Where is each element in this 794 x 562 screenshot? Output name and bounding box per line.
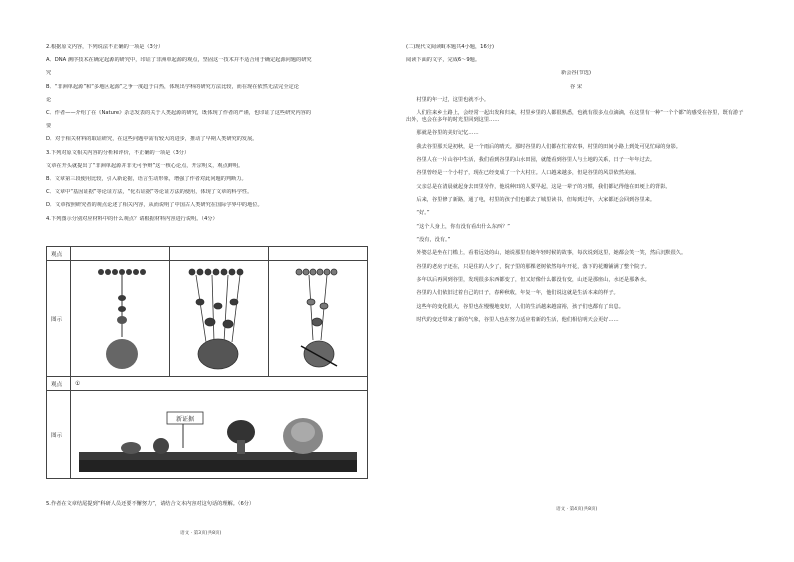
viewpoint-answer-1: ①: [71, 377, 368, 391]
paragraph-12: 谷里的人们依旧过着自己的日子，春种秋收，年复一年，他们说这就是生活本来的样子。: [416, 290, 619, 297]
option-3c: C．文章中“基因证据”等论证方法，“化石证据”等论证方法的使用，体现了文章的科学性。: [46, 189, 253, 196]
paragraph-4: 我去谷里那天是初秋，是一个雨后的晴天。那时谷里的人们都在忙着农事，村里的田间小路上到处可见忙碌的身影。: [416, 143, 681, 150]
paragraph-1: 村里的年一过，这里也就不小。: [416, 96, 490, 103]
option-2a: A．DNA 测序技术在确定起源的研究中，印证了非洲单起源的观点，坚固这一技术并不适合用于确定起源问题的研究: [46, 57, 312, 64]
article-title: 新会谷(节选): [561, 70, 591, 77]
option-3b: B．文章第三段使用比较，引入新论据，语言生动形象，增强了作者对此问题的判断力。: [46, 176, 247, 183]
option-2b-cont: 论: [46, 96, 52, 103]
footer-right: 语文 · 第4页(共8页): [556, 507, 598, 512]
new-evidence-sign: 新证据: [175, 415, 195, 423]
paragraph-7: 父亲总是在清晨就起身去田里劳作，他说种田的人要早起，这是一辈子的习惯，我们都记得他在田埂上的背影。: [416, 183, 671, 190]
paragraph-5: 谷里人在一片山谷中生活，我们看到谷里的山水田园，就能看到谷里人与土地的关系，日子一年年过去。: [416, 157, 656, 164]
footer-left: 语文 · 第3页(共8页): [180, 531, 222, 536]
question-5: 5.作者在文章结尾提到“科研人员还要不懈努力”，请结合文本内容对这句话的理解。（6分）: [46, 501, 255, 507]
option-2c: C．作者——介绍了在《Nature》杂志发表的关于人类起源的研究，既体现了作者的严谨，也印证了这些研究内容的: [46, 110, 312, 117]
option-2d: D．对于相关材料的取证研究，在这些问题中需有较大的进步，推动了早期人类研究的发展。: [46, 136, 258, 143]
paragraph-9: 外婆总是坐在门槛上，看着远处的山，她说那里有她年轻时候的故事，每次说到这里，她都会笑一笑，然后沉默很久。: [416, 250, 687, 257]
paragraph-3: 那就是谷里的美好记忆……: [416, 130, 479, 137]
figure-table: [46, 246, 368, 479]
question-3: 3.下列对原文相关内容的分析和评价，不正确的一项是（3分）: [46, 149, 190, 156]
question-2: 2.根据原文内容，下列说法不正确的一项是（3分）: [46, 44, 164, 50]
option-2c-cont: 要: [46, 123, 52, 130]
diagram-hybrid-origin: [269, 261, 368, 377]
diagram-new-evidence: [71, 391, 368, 479]
paragraph-10: 谷里的老房子还在，只是住的人少了，院子里的那棵老树依然每年开花，落下的花瓣铺满了整个院子。: [416, 263, 650, 270]
option-2a-cont: 究: [46, 70, 52, 77]
instruction: 阅读下面的文字，完成6～9题。: [406, 57, 481, 64]
paragraph-6: 谷里曾经是一个小村子，现在已经变成了一个大村庄。人口越来越多，但是谷里的风景依然美丽。: [416, 170, 640, 177]
option-3a: 文章在开头就提出了“非洲单起源并非无可争辩”这一核心论点，开宗明义，观点鲜明。: [46, 162, 244, 169]
section-header: (二)现代文阅读Ⅱ(本题共4小题，16分): [406, 44, 494, 50]
paragraph-14: 时代的变迁带来了新的气象，谷里人也在努力适应着新的生活，他们相信明天会更好……: [416, 316, 619, 323]
article-author: 谷 宋: [569, 83, 583, 90]
paragraph-13: 这些年的变化很大，谷里也在慢慢地变好，人们的生活越来越富裕，孩子们也都有了出息。: [416, 303, 624, 310]
paragraph-8: 后来，谷里修了新路，通了电，村里的孩子们也都去了城里读书，但每到过年，大家都还会回到谷里来。: [416, 197, 656, 204]
question-4: 4.下列图示分别对应材料中的什么观点？请根据材料内容进行说明。（4分）: [46, 215, 218, 222]
right-column: [406, 44, 746, 330]
diagram-label-2: 图示: [47, 391, 71, 479]
viewpoint-label-1: 观点: [47, 247, 71, 261]
diagram-single-origin: [71, 261, 170, 377]
viewpoint-label-2: 观点: [47, 377, 71, 391]
paragraph-2: 人们往来乡土路上，会经常一起出发和归来，村里乡里的人都很熟悉，也就有很多点点滴滴，在这里有一种“一个个都”的感受在谷里，既有游子出外，也会在多年的时光里回到这里……: [406, 110, 744, 124]
dialogue-3: “没有，没有。”: [416, 236, 451, 243]
paragraph-11: 多年以后再回到谷里，发现很多东西都变了，但又好像什么都没有变，山还是那座山，水还是那条水。: [416, 276, 650, 283]
dialogue-2: “这个人身上，你有没有看出什么东西？”: [416, 223, 510, 230]
option-3d: D．文章按照研究者的观点论述了相关内容，从而说明了中国古人类研究在国际学界中的地位。: [46, 202, 263, 209]
diagram-multi-origin: [170, 261, 269, 377]
dialogue-1: “好。”: [416, 210, 430, 217]
diagram-label-1: 图示: [47, 261, 71, 377]
left-column: [46, 44, 382, 229]
option-2b: B．“非洲单起源”和“多地区起源”之争一度趋于白热，体现出学科的研究方法比较，而在现在依然无法完全定论: [46, 83, 299, 90]
